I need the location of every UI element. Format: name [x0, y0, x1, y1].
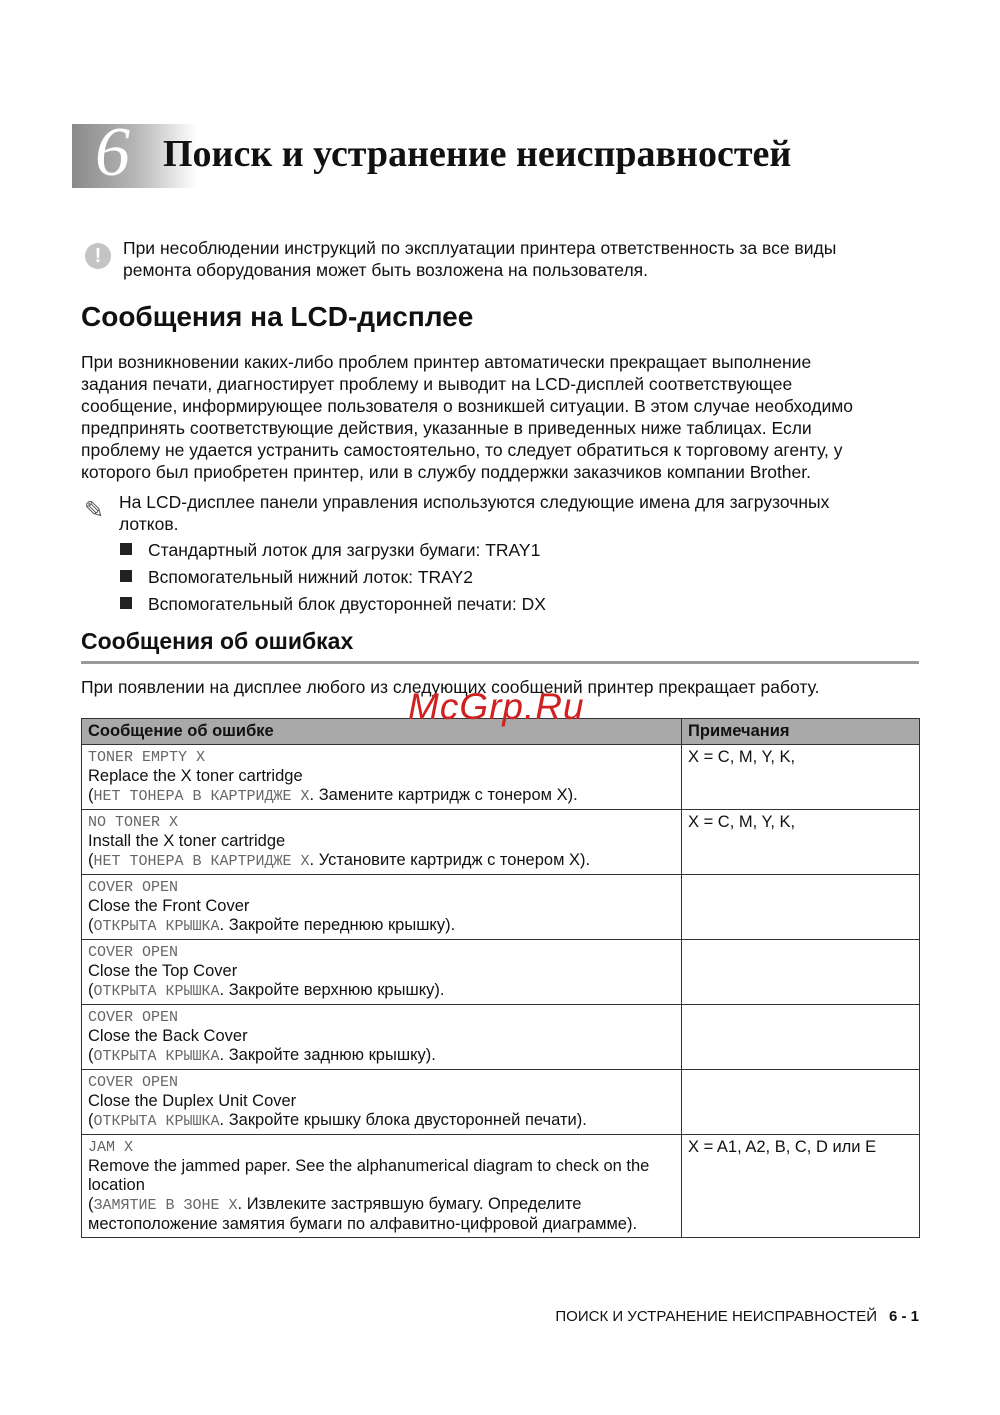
bullet-item: Вспомогательный нижний лоток: TRAY2 [148, 567, 473, 587]
russian-text: . Закройте переднюю крышку). [219, 916, 456, 934]
error-message-cell [82, 1135, 682, 1238]
russian-message: (ОТКРЫТА КРЫШКА. Закройте верхнюю крышку). [88, 981, 445, 1000]
error-message-cell [82, 1005, 682, 1070]
russian-message: (НЕТ ТОНЕРА В КАРТРИДЖЕ Х. Замените картридж с тонером X). [88, 786, 578, 805]
error-messages-table [81, 718, 920, 1238]
table-row [82, 1005, 920, 1070]
table-row [82, 810, 920, 875]
russian-message: (ОТКРЫТА КРЫШКА. Закройте переднюю крышку). [88, 916, 456, 935]
subsection-heading: Сообщения об ошибках [81, 628, 354, 654]
note-cell: X = C, M, Y, K, [682, 745, 920, 810]
bullet-icon [120, 543, 132, 555]
note-cell [682, 940, 920, 1005]
bullet-icon [120, 597, 132, 609]
lcd-message-ru: ОТКРЫТА КРЫШКА [93, 1113, 220, 1130]
russian-message: (ОТКРЫТА КРЫШКА. Закройте крышку блока двусторонней печати). [88, 1111, 587, 1130]
column-header: Сообщение об ошибке [82, 719, 682, 745]
text-line: ремонта оборудования может быть возложена на пользователя. [123, 260, 648, 280]
lcd-message-ru: ОТКРЫТА КРЫШКА [93, 918, 220, 935]
russian-text: . Установите картридж с тонером X). [309, 851, 591, 869]
english-message: Remove the jammed paper. See the alphanumerical diagram to check on the location [88, 1157, 650, 1194]
note-cell: X = C, M, Y, K, [682, 810, 920, 875]
lcd-message: COVER OPEN [88, 944, 179, 961]
russian-message: (ОТКРЫТА КРЫШКА. Закройте заднюю крышку). [88, 1046, 436, 1065]
english-message: Close the Back Cover [88, 1027, 248, 1045]
english-message: Close the Duplex Unit Cover [88, 1092, 297, 1110]
page-number: 6 - 1 [888, 1308, 919, 1325]
text-line: При возникновении каких-либо проблем принтер автоматически прекращает выполнение [81, 352, 812, 372]
text-line: лотков. [119, 514, 179, 534]
text-line: проблему не удается устранить самостоятельно, то следует обратиться к торговому агенту, у [81, 440, 843, 460]
russian-text: . Закройте заднюю крышку). [219, 1046, 436, 1064]
table-row [82, 940, 920, 1005]
note-cell [682, 1005, 920, 1070]
note-cell [682, 1070, 920, 1135]
lcd-message: COVER OPEN [88, 879, 179, 896]
table-row [82, 1135, 920, 1238]
lcd-message: TONER EMPTY X [88, 749, 206, 766]
table-row [82, 1070, 920, 1135]
note-cell [682, 875, 920, 940]
russian-text: . Замените картридж с тонером X). [309, 786, 578, 804]
russian-text: . Закройте крышку блока двусторонней печати). [219, 1111, 587, 1129]
table-row [82, 745, 920, 810]
column-header: Примечания [682, 719, 920, 745]
english-message: Close the Front Cover [88, 897, 250, 915]
text-line: предпринять соответствующие действия, указанные в приведенных ниже таблицах. Если [81, 418, 812, 438]
lcd-message-ru: НЕТ ТОНЕРА В КАРТРИДЖЕ Х [93, 788, 310, 805]
english-message: Replace the X toner cartridge [88, 767, 303, 785]
table-row [82, 875, 920, 940]
note-pencil-icon: ✎ [84, 497, 105, 524]
error-message-cell [82, 875, 682, 940]
russian-text: . Извлеките застрявшую бумагу. Определите местоположение замятия бумаги по алфавитно-цифровой диаграмме). [88, 1195, 638, 1233]
lcd-message-ru: ЗАМЯТИЕ В ЗОНЕ Х [93, 1197, 238, 1214]
lcd-message-ru: ОТКРЫТА КРЫШКА [93, 1048, 220, 1065]
english-message: Install the X toner cartridge [88, 832, 286, 850]
heading-rule [81, 661, 919, 664]
text-line: На LCD-дисплее панели управления используются следующие имена для загрузочных [119, 492, 830, 512]
page-footer [555, 1308, 919, 1325]
lcd-message: COVER OPEN [88, 1074, 179, 1091]
intro-paragraph [81, 351, 853, 483]
russian-text: . Закройте верхнюю крышку). [219, 981, 445, 999]
note-cell: X = A1, A2, B, C, D или E [682, 1135, 920, 1238]
lcd-message-ru: ОТКРЫТА КРЫШКА [93, 983, 220, 1000]
text-line: которого был приобретен принтер, или в службу поддержки заказчиков компании Brother. [81, 462, 812, 482]
lcd-message: JAM X [88, 1139, 134, 1156]
error-message-cell [82, 810, 682, 875]
warning-icon: ! [85, 243, 111, 269]
bullet-icon [120, 570, 132, 582]
bullet-item: Стандартный лоток для загрузки бумаги: TRAY1 [148, 540, 541, 560]
warning-text [123, 237, 836, 281]
section-heading: Сообщения на LCD-дисплее [81, 301, 474, 332]
table-intro: При появлении на дисплее любого из следующих сообщений принтер прекращает работу. [81, 677, 820, 697]
text-line: При несоблюдении инструкций по эксплуатации принтера ответственность за все виды [123, 238, 837, 258]
chapter-number: 6 [95, 114, 130, 191]
lcd-message-ru: НЕТ ТОНЕРА В КАРТРИДЖЕ Х [93, 853, 310, 870]
error-message-cell [82, 940, 682, 1005]
russian-message: (НЕТ ТОНЕРА В КАРТРИДЖЕ Х. Установите картридж с тонером X). [88, 851, 591, 870]
lcd-message: NO TONER X [88, 814, 179, 831]
error-message-cell [82, 745, 682, 810]
russian-message: (ЗАМЯТИЕ В ЗОНЕ Х. Извлеките застрявшую бумагу. Определите местоположение замятия бумаги по алфавитно-цифровой диаграмме). [88, 1195, 638, 1233]
english-message: Close the Top Cover [88, 962, 238, 980]
bullet-item: Вспомогательный блок двусторонней печати: DX [148, 594, 546, 614]
text-line: задания печати, диагностирует проблему и выводит на LCD-дисплей соответствующее [81, 374, 793, 394]
chapter-title: Поиск и устранение неисправностей [163, 133, 792, 175]
note-text [119, 491, 829, 535]
footer-chapter: ПОИСК И УСТРАНЕНИЕ НЕИСПРАВНОСТЕЙ [555, 1308, 877, 1325]
error-message-cell [82, 1070, 682, 1135]
lcd-message: COVER OPEN [88, 1009, 179, 1026]
watermark: McGrp.Ru [408, 686, 585, 727]
text-line: сообщение, информирующее пользователя о возникшей ситуации. В этом случае необходимо [81, 396, 853, 416]
